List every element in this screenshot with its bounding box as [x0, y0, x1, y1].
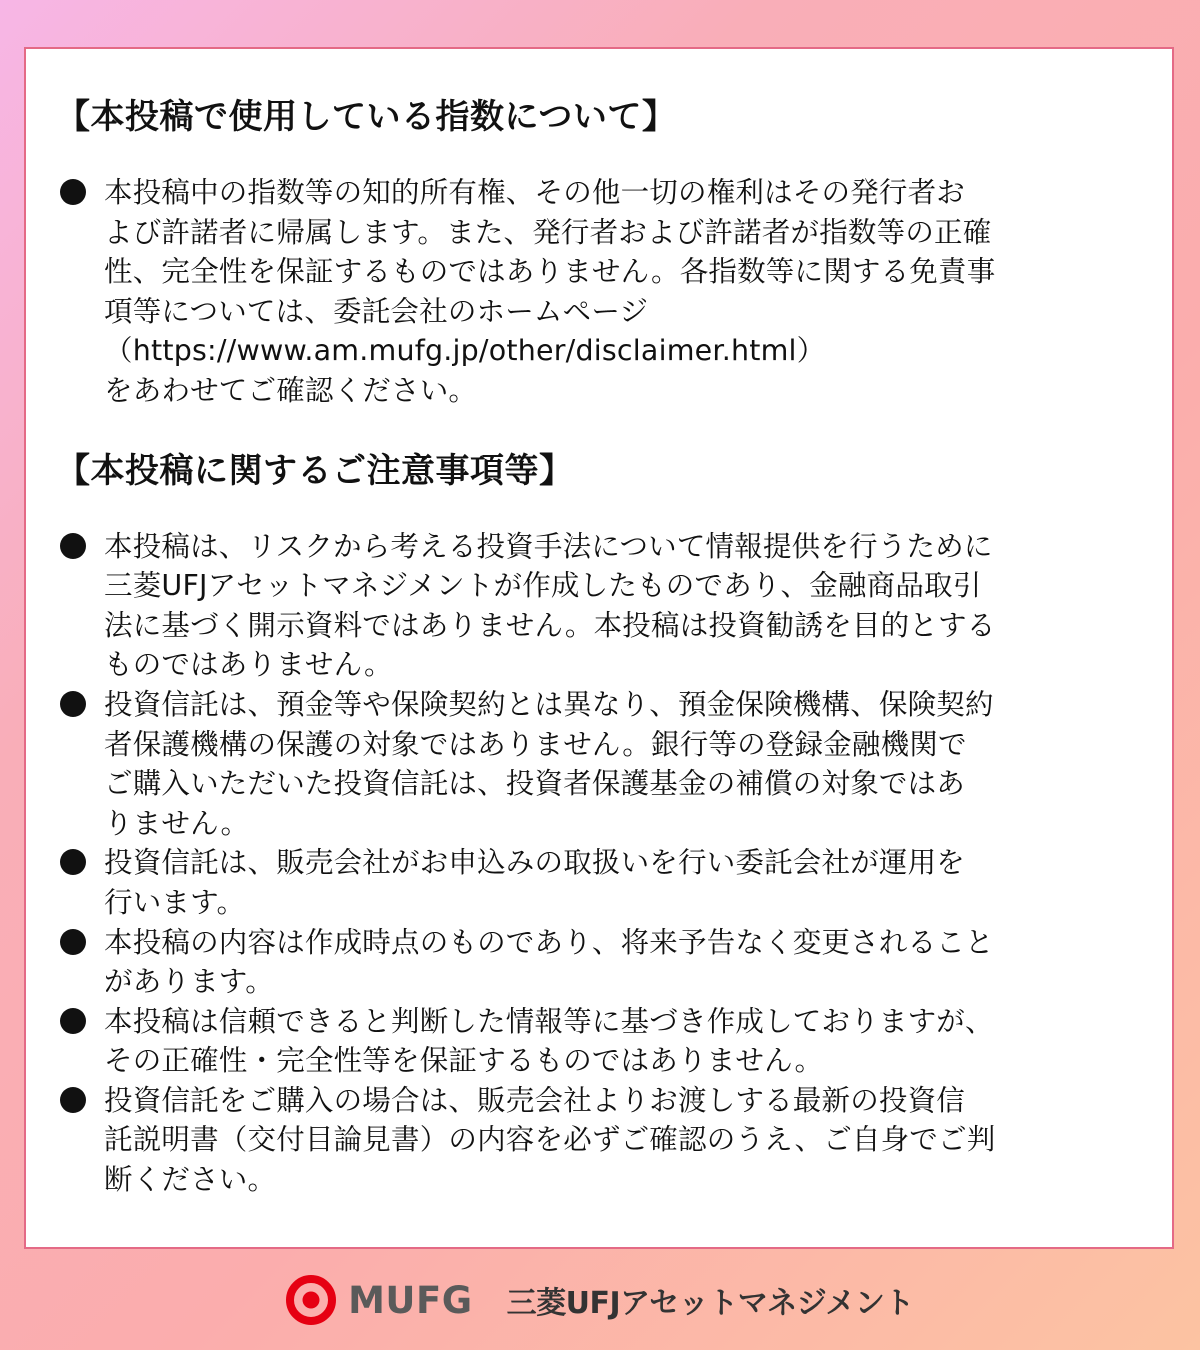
bullet-icon [60, 691, 86, 717]
item-line: 性、完全性を保証するものではありません。各指数等に関する免責事 [104, 255, 996, 289]
section-heading-indices: 【本投稿で使用している指数について】 [56, 97, 677, 137]
disclaimer-panel [24, 47, 1174, 1249]
bullet-icon [60, 533, 86, 559]
item-line: 本投稿は、リスクから考える投資手法について情報提供を行うために [104, 529, 993, 563]
item-line: 本投稿の内容は作成時点のものであり、将来予告なく変更されること [104, 925, 994, 959]
footer-brand [0, 1272, 1200, 1328]
company-name: 三菱UFJアセットマネジメント [506, 1286, 914, 1321]
item-line: よび許諾者に帰属します。また、発行者および許諾者が指数等の正確 [104, 215, 992, 249]
mufg-logo-text: MUFG [348, 1278, 473, 1322]
section-heading-notes: 【本投稿に関するご注意事項等】 [56, 450, 574, 491]
item-line: 投資信託は、販売会社がお申込みの取扱いを行い委託会社が運用を [104, 846, 966, 880]
item-line: 断ください。 [104, 1163, 277, 1197]
item-line: その正確性・完全性等を保証するものではありません。 [104, 1044, 824, 1078]
list-item [60, 685, 1142, 843]
item-line: 項等については、委託会社のホームページ [104, 294, 649, 328]
list-item [60, 1081, 1142, 1200]
item-line: りません。 [104, 806, 250, 840]
list-item [60, 1002, 1142, 1081]
bullet-icon [60, 179, 86, 205]
bullet-icon [60, 1008, 86, 1034]
list-item [60, 173, 1142, 411]
item-line: 行います。 [104, 885, 246, 919]
item-line: があります。 [104, 965, 274, 999]
bullet-icon [60, 849, 86, 875]
mufg-logo-icon [286, 1275, 336, 1325]
list-item [60, 923, 1142, 1002]
item-line: 投資信託をご購入の場合は、販売会社よりお渡しする最新の投資信 [104, 1083, 966, 1117]
item-line: 投資信託は、預金等や保険契約とは異なり、預金保険機構、保険契約 [104, 687, 994, 721]
item-line: 三菱UFJアセットマネジメントが作成したものであり、金融商品取引 [104, 569, 982, 603]
disclaimer-url: （https://www.am.mufg.jp/other/disclaimer.html） [104, 334, 826, 368]
list-item [60, 527, 1142, 685]
item-line: 本投稿は信頼できると判断した情報等に基づき作成しておりますが、 [104, 1004, 994, 1038]
item-line: 法に基づく開示資料ではありません。本投稿は投資勧誘を目的とする [104, 608, 996, 642]
item-line: ご購入いただいた投資信託は、投資者保護基金の補償の対象ではあ [104, 767, 966, 801]
item-line: 託説明書（交付目論見書）の内容を必ずご確認のうえ、ご自身でご判 [104, 1123, 996, 1157]
item-line: 本投稿中の指数等の知的所有権、その他一切の権利はその発行者お [104, 176, 966, 209]
bullet-icon [60, 1087, 86, 1113]
bullet-icon [60, 929, 86, 955]
indices-bullet-list [60, 173, 1142, 411]
notes-bullet-list [60, 527, 1142, 1200]
item-line: をあわせてご確認ください。 [104, 373, 478, 407]
item-line: 者保護機構の保護の対象ではありません。銀行等の登録金融機関で [104, 727, 967, 761]
item-line: ものではありません。 [104, 648, 393, 682]
list-item [60, 843, 1142, 922]
